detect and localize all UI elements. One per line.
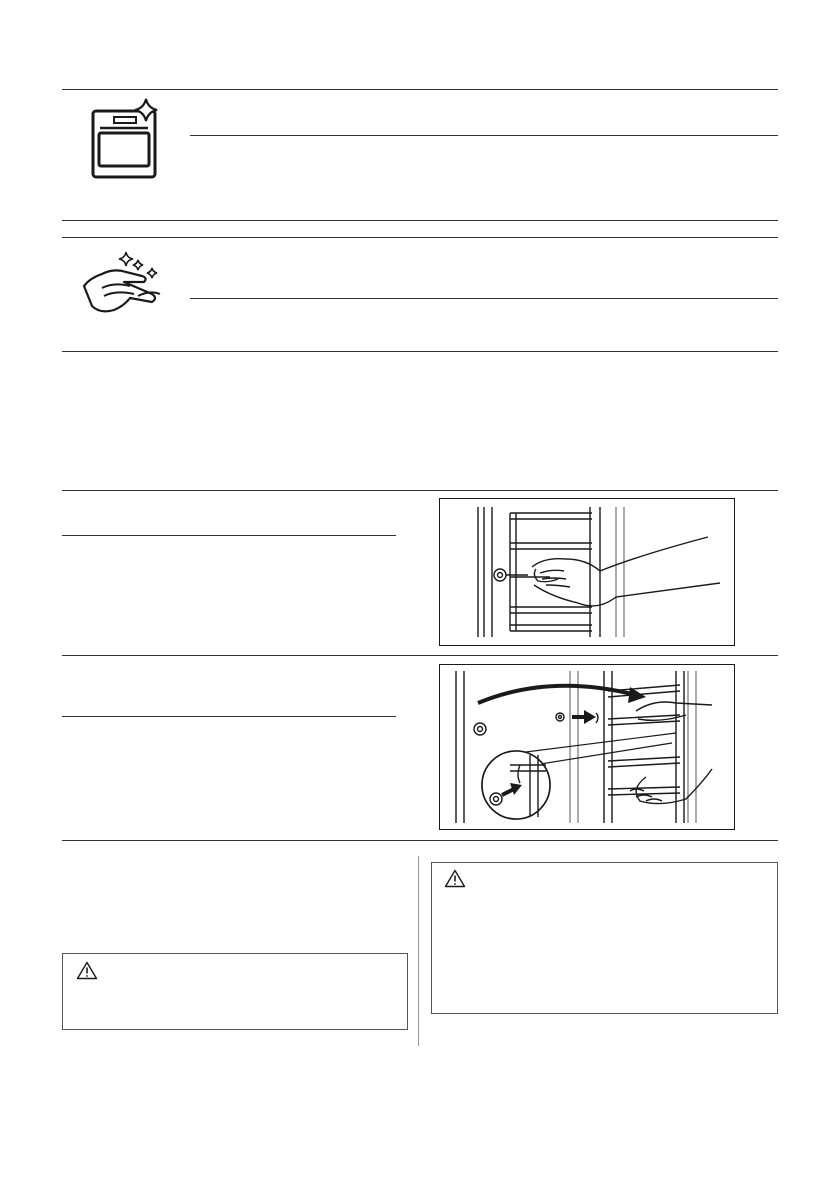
oven-section-subrule <box>190 135 778 136</box>
oven-sparkle-icon <box>86 97 160 181</box>
shelf-support-pull-illustration <box>439 498 735 646</box>
hand-cloth-sparkle-icon <box>80 250 166 316</box>
shelf-support-install-illustration <box>439 664 735 830</box>
warning-box-right <box>431 862 778 1014</box>
top-rule <box>62 89 778 90</box>
oven-section-end-rule <box>62 220 778 221</box>
hand-section-subrule <box>190 298 778 299</box>
shelf-install-top-rule <box>62 655 778 656</box>
warning-triangle-icon <box>76 961 98 985</box>
shelf-section-end-rule <box>62 840 778 841</box>
shelf-install-subrule <box>62 716 396 717</box>
hand-section-end-rule <box>62 351 778 352</box>
column-divider <box>418 856 419 1046</box>
shelf-removal-subrule <box>62 535 396 536</box>
hand-section-top-rule <box>62 237 778 238</box>
shelf-section-top-rule <box>62 490 778 491</box>
warning-triangle-icon <box>444 869 466 893</box>
warning-box-left <box>62 953 408 1030</box>
